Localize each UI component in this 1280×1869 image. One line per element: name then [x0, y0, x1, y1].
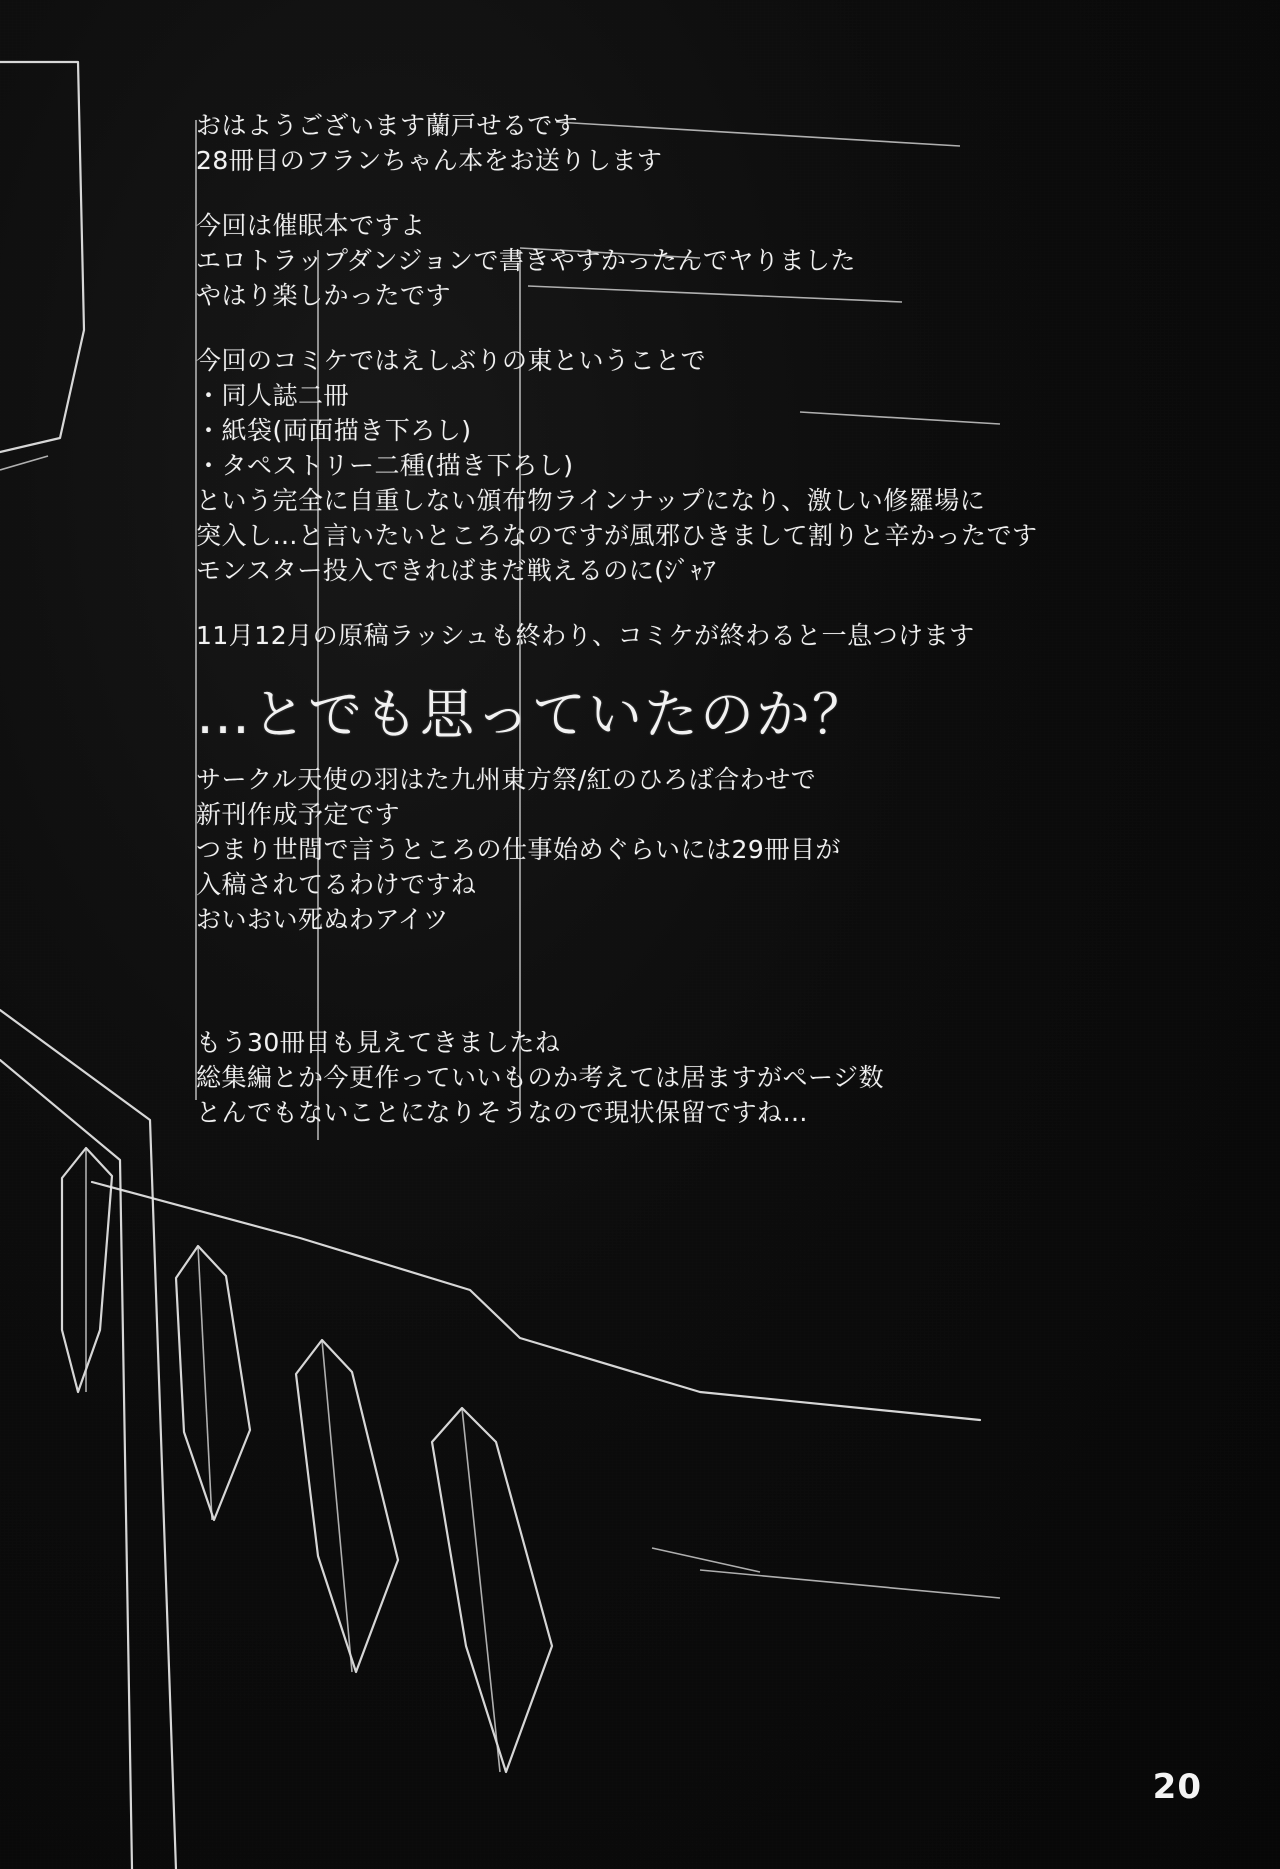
text-line: 新刊作成予定です — [196, 800, 401, 830]
page-number: 20 — [1152, 1767, 1202, 1807]
text-line: モンスター投入できればまだ戦えるのに(ｼﾞｬｱ — [196, 556, 717, 585]
list-item: ・タペストリー二種(描き下ろし) — [196, 451, 574, 480]
paragraph-next-event-plan — [196, 762, 1126, 937]
text-line: もう30冊目も見えてきましたね — [196, 1028, 561, 1058]
text-line: とんでもないことになりそうなので現状保留ですね… — [196, 1098, 809, 1128]
paragraph-about-this-book — [196, 208, 1126, 313]
afterword-text-block — [196, 108, 1126, 1160]
text-line: 11月12月の原稿ラッシュも終わり、コミケが終わると一息つけます — [196, 621, 975, 650]
headline: …とでも思っていたのか？ — [196, 683, 868, 746]
paragraph-comiket-lineup — [196, 343, 1126, 588]
text-line: おいおい死ぬわアイツ — [196, 905, 449, 935]
list-item: ・紙袋(両面描き下ろし) — [196, 416, 472, 445]
spacer — [196, 967, 1126, 1025]
paragraph-greeting — [196, 108, 1126, 178]
text-line: つまり世間で言うところの仕事始めぐらいには29冊目が — [196, 835, 841, 865]
text-line: 今回のコミケではえしぶりの東ということで — [196, 346, 707, 375]
list-item: ・同人誌二冊 — [196, 381, 350, 410]
paragraph-deadline-relief — [196, 618, 1126, 654]
text-line: という完全に自重しない頒布物ラインナップになり、激しい修羅場に — [196, 486, 986, 515]
text-line: 今回は催眠本ですよ — [196, 211, 426, 240]
paragraph-thirtieth-book — [196, 1025, 1126, 1130]
text-line: おはようございます蘭戸せるです — [196, 111, 579, 140]
text-line: 28冊目のフランちゃん本をお送りします — [196, 146, 663, 175]
text-line: サークル天使の羽はた九州東方祭/紅のひろば合わせで — [196, 765, 817, 795]
text-line: やはり楽しかったです — [196, 281, 452, 310]
text-line: 突入し…と言いたいところなのですが風邪ひきまして割りと辛かったです — [196, 521, 1038, 550]
text-line: 総集編とか今更作っていいものか考えては居ますがページ数 — [196, 1063, 885, 1093]
text-line: 入稿されてるわけですね — [196, 870, 477, 900]
text-line: エロトラップダンジョンで書きやすかったんでヤりました — [196, 246, 856, 275]
